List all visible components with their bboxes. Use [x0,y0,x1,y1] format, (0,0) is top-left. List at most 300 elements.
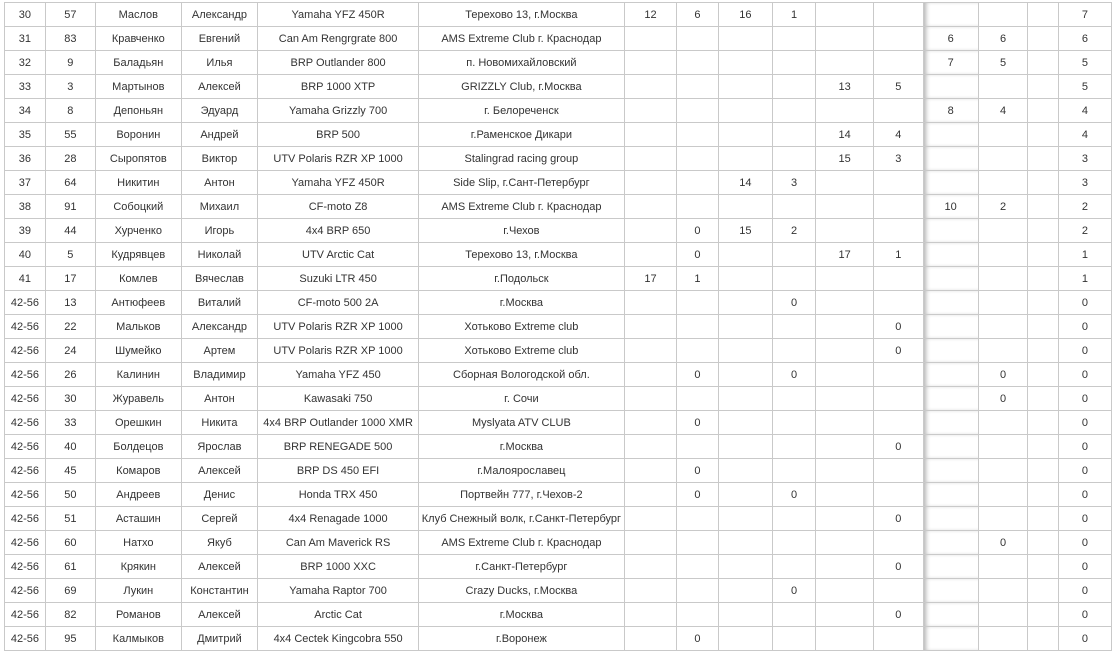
stage4-cell [923,483,978,507]
stage1-cell [624,363,677,387]
firstname-cell: Дмитрий [181,627,257,651]
place-cell: 40 [5,243,46,267]
stage3-points-cell: 0 [874,339,923,363]
stage1-cell [624,99,677,123]
place-cell: 42-56 [5,555,46,579]
vehicle-cell: UTV Arctic Cat [258,243,419,267]
surname-cell: Кравченко [95,27,181,51]
stage5-cell [1028,555,1059,579]
surname-cell: Мартынов [95,75,181,99]
stage2-cell [718,555,772,579]
surname-cell: Лукин [95,579,181,603]
stage1-points-cell [677,171,718,195]
number-cell: 5 [45,243,95,267]
place-cell: 42-56 [5,315,46,339]
stage2-points-cell [773,267,816,291]
club-cell: г. Сочи [419,387,625,411]
place-cell: 42-56 [5,483,46,507]
stage3-points-cell [874,51,923,75]
stage1-cell [624,387,677,411]
stage1-cell [624,291,677,315]
stage3-cell [816,531,874,555]
stage3-points-cell [874,195,923,219]
vehicle-cell: Arctic Cat [258,603,419,627]
stage1-points-cell [677,147,718,171]
surname-cell: Никитин [95,171,181,195]
place-cell: 39 [5,219,46,243]
stage3-points-cell [874,3,923,27]
stage3-points-cell [874,267,923,291]
surname-cell: Комаров [95,459,181,483]
vehicle-cell: Yamaha Grizzly 700 [258,99,419,123]
stage4-points-cell [978,627,1027,651]
table-row [5,99,1112,123]
stage4-cell [923,219,978,243]
firstname-cell: Сергей [181,507,257,531]
table-row [5,507,1112,531]
firstname-cell: Константин [181,579,257,603]
results-table [4,2,1112,651]
stage3-cell [816,507,874,531]
stage2-cell: 16 [718,3,772,27]
stage1-points-cell [677,123,718,147]
firstname-cell: Илья [181,51,257,75]
surname-cell: Калинин [95,363,181,387]
stage4-cell [923,291,978,315]
stage1-cell [624,531,677,555]
stage2-cell: 15 [718,219,772,243]
stage2-cell [718,459,772,483]
stage3-cell [816,195,874,219]
stage5-cell [1028,3,1059,27]
stage1-cell [624,195,677,219]
stage3-points-cell [874,531,923,555]
stage1-cell [624,243,677,267]
stage3-points-cell [874,579,923,603]
stage2-points-cell: 1 [773,3,816,27]
stage2-points-cell [773,27,816,51]
total-points-cell: 0 [1058,363,1111,387]
stage1-points-cell [677,435,718,459]
total-points-cell: 0 [1058,291,1111,315]
stage2-points-cell [773,315,816,339]
stage3-cell [816,459,874,483]
stage5-cell [1028,27,1059,51]
total-points-cell: 6 [1058,27,1111,51]
firstname-cell: Артем [181,339,257,363]
stage2-cell [718,363,772,387]
stage2-points-cell [773,195,816,219]
stage2-cell [718,99,772,123]
stage5-cell [1028,339,1059,363]
club-cell: г. Белореченск [419,99,625,123]
stage2-cell [718,435,772,459]
total-points-cell: 2 [1058,219,1111,243]
stage4-cell: 8 [923,99,978,123]
surname-cell: Баладьян [95,51,181,75]
stage4-points-cell [978,555,1027,579]
stage5-cell [1028,387,1059,411]
stage1-cell [624,339,677,363]
stage5-cell [1028,315,1059,339]
club-cell: г.Москва [419,603,625,627]
firstname-cell: Алексей [181,603,257,627]
number-cell: 22 [45,315,95,339]
stage4-points-cell: 0 [978,387,1027,411]
place-cell: 41 [5,267,46,291]
stage3-cell [816,387,874,411]
vehicle-cell: BRP 1000 XTP [258,75,419,99]
stage2-points-cell [773,75,816,99]
place-cell: 42-56 [5,459,46,483]
stage1-cell [624,219,677,243]
firstname-cell: Михаил [181,195,257,219]
stage1-points-cell [677,555,718,579]
stage5-cell [1028,171,1059,195]
stage2-cell [718,627,772,651]
table-row [5,627,1112,651]
stage2-cell [718,75,772,99]
stage2-cell [718,147,772,171]
stage3-points-cell [874,387,923,411]
club-cell: GRIZZLY Club, г.Москва [419,75,625,99]
number-cell: 8 [45,99,95,123]
stage4-points-cell [978,603,1027,627]
table-row [5,603,1112,627]
club-cell: г.Чехов [419,219,625,243]
surname-cell: Орешкин [95,411,181,435]
stage4-cell [923,627,978,651]
stage2-points-cell [773,531,816,555]
stage5-cell [1028,75,1059,99]
stage2-points-cell [773,147,816,171]
stage3-points-cell [874,219,923,243]
number-cell: 13 [45,291,95,315]
stage4-points-cell [978,315,1027,339]
stage4-points-cell [978,411,1027,435]
stage4-cell [923,123,978,147]
stage1-points-cell: 0 [677,483,718,507]
stage5-cell [1028,483,1059,507]
stage2-points-cell [773,123,816,147]
table-row [5,147,1112,171]
stage3-cell [816,339,874,363]
place-cell: 42-56 [5,603,46,627]
total-points-cell: 0 [1058,411,1111,435]
stage3-points-cell [874,459,923,483]
firstname-cell: Никита [181,411,257,435]
number-cell: 61 [45,555,95,579]
place-cell: 42-56 [5,435,46,459]
stage4-points-cell [978,75,1027,99]
stage4-cell [923,459,978,483]
firstname-cell: Вячеслав [181,267,257,291]
number-cell: 57 [45,3,95,27]
stage5-cell [1028,435,1059,459]
stage4-cell: 7 [923,51,978,75]
number-cell: 69 [45,579,95,603]
stage1-cell [624,27,677,51]
place-cell: 35 [5,123,46,147]
vehicle-cell: 4x4 BRP Outlander 1000 XMR [258,411,419,435]
table-row [5,27,1112,51]
number-cell: 51 [45,507,95,531]
stage3-points-cell [874,411,923,435]
number-cell: 44 [45,219,95,243]
stage1-cell [624,555,677,579]
table-row [5,363,1112,387]
stage1-points-cell [677,531,718,555]
stage1-cell [624,75,677,99]
club-cell: AMS Extreme Club г. Краснодар [419,27,625,51]
table-row [5,387,1112,411]
place-cell: 42-56 [5,507,46,531]
surname-cell: Сыропятов [95,147,181,171]
surname-cell: Антюфеев [95,291,181,315]
stage1-cell [624,171,677,195]
stage3-points-cell [874,99,923,123]
stage5-cell [1028,579,1059,603]
table-row [5,123,1112,147]
table-row [5,51,1112,75]
table-row [5,267,1112,291]
stage5-cell [1028,459,1059,483]
stage1-points-cell [677,51,718,75]
stage1-cell [624,627,677,651]
stage1-cell [624,315,677,339]
stage3-points-cell [874,27,923,51]
stage3-points-cell: 5 [874,75,923,99]
stage4-points-cell [978,123,1027,147]
table-row [5,531,1112,555]
stage2-points-cell: 2 [773,219,816,243]
firstname-cell: Эдуард [181,99,257,123]
stage1-cell [624,507,677,531]
stage2-cell [718,195,772,219]
stage2-cell [718,291,772,315]
number-cell: 64 [45,171,95,195]
table-row [5,75,1112,99]
stage4-points-cell [978,147,1027,171]
stage4-cell [923,363,978,387]
stage4-points-cell: 6 [978,27,1027,51]
stage1-points-cell: 1 [677,267,718,291]
table-row [5,243,1112,267]
club-cell: г.Подольск [419,267,625,291]
total-points-cell: 4 [1058,99,1111,123]
stage2-points-cell [773,507,816,531]
table-row [5,291,1112,315]
vehicle-cell: BRP RENEGADE 500 [258,435,419,459]
vehicle-cell: Yamaha Raptor 700 [258,579,419,603]
stage2-points-cell: 0 [773,291,816,315]
total-points-cell: 2 [1058,195,1111,219]
stage3-points-cell: 0 [874,435,923,459]
stage3-cell [816,555,874,579]
stage4-points-cell: 4 [978,99,1027,123]
stage4-points-cell: 2 [978,195,1027,219]
firstname-cell: Ярослав [181,435,257,459]
stage4-cell [923,75,978,99]
stage3-cell [816,363,874,387]
vehicle-cell: UTV Polaris RZR XP 1000 [258,315,419,339]
stage1-cell [624,147,677,171]
stage5-cell [1028,411,1059,435]
stage2-cell [718,387,772,411]
surname-cell: Журавель [95,387,181,411]
stage2-points-cell [773,555,816,579]
surname-cell: Собоцкий [95,195,181,219]
stage1-points-cell [677,339,718,363]
firstname-cell: Антон [181,387,257,411]
stage3-points-cell: 0 [874,555,923,579]
stage3-cell [816,291,874,315]
stage4-points-cell [978,219,1027,243]
table-row [5,555,1112,579]
table-row [5,3,1112,27]
stage4-points-cell [978,507,1027,531]
place-cell: 42-56 [5,411,46,435]
vehicle-cell: UTV Polaris RZR XP 1000 [258,147,419,171]
surname-cell: Андреев [95,483,181,507]
firstname-cell: Виталий [181,291,257,315]
stage4-cell [923,147,978,171]
club-cell: г.Раменское Дикари [419,123,625,147]
stage5-cell [1028,507,1059,531]
surname-cell: Романов [95,603,181,627]
total-points-cell: 0 [1058,555,1111,579]
place-cell: 34 [5,99,46,123]
stage1-points-cell [677,75,718,99]
stage2-points-cell: 0 [773,363,816,387]
stage3-cell: 13 [816,75,874,99]
number-cell: 17 [45,267,95,291]
stage3-points-cell [874,483,923,507]
club-cell: Crazy Ducks, г.Москва [419,579,625,603]
table-row [5,411,1112,435]
vehicle-cell: Kawasaki 750 [258,387,419,411]
vehicle-cell: BRP DS 450 EFI [258,459,419,483]
firstname-cell: Денис [181,483,257,507]
vehicle-cell: BRP 500 [258,123,419,147]
surname-cell: Крякин [95,555,181,579]
club-cell: Myslyata ATV CLUB [419,411,625,435]
stage3-points-cell: 4 [874,123,923,147]
surname-cell: Шумейко [95,339,181,363]
number-cell: 3 [45,75,95,99]
table-row [5,339,1112,363]
stage2-cell [718,483,772,507]
firstname-cell: Николай [181,243,257,267]
total-points-cell: 0 [1058,627,1111,651]
stage2-points-cell [773,243,816,267]
total-points-cell: 0 [1058,579,1111,603]
stage1-points-cell: 0 [677,459,718,483]
total-points-cell: 0 [1058,339,1111,363]
stage1-points-cell [677,387,718,411]
stage3-points-cell [874,363,923,387]
number-cell: 28 [45,147,95,171]
stage4-cell [923,603,978,627]
stage1-points-cell [677,99,718,123]
table-body [5,3,1112,651]
stage2-cell [718,579,772,603]
surname-cell: Маслов [95,3,181,27]
stage3-cell [816,627,874,651]
stage2-cell [718,315,772,339]
number-cell: 40 [45,435,95,459]
table-row [5,315,1112,339]
stage1-points-cell: 0 [677,411,718,435]
stage3-cell [816,171,874,195]
stage4-points-cell: 0 [978,531,1027,555]
stage3-cell [816,483,874,507]
number-cell: 24 [45,339,95,363]
stage1-points-cell: 0 [677,363,718,387]
stage2-cell [718,531,772,555]
stage2-points-cell [773,339,816,363]
stage3-cell: 15 [816,147,874,171]
stage3-cell [816,579,874,603]
table-row [5,579,1112,603]
surname-cell: Калмыков [95,627,181,651]
vehicle-cell: CF-moto 500 2A [258,291,419,315]
number-cell: 83 [45,27,95,51]
stage2-points-cell [773,459,816,483]
stage2-points-cell: 3 [773,171,816,195]
place-cell: 38 [5,195,46,219]
stage1-cell [624,579,677,603]
place-cell: 42-56 [5,339,46,363]
stage4-cell [923,435,978,459]
place-cell: 32 [5,51,46,75]
stage4-cell: 6 [923,27,978,51]
club-cell: Клуб Снежный волк, г.Санкт-Петербург [419,507,625,531]
stage4-cell [923,555,978,579]
stage1-points-cell: 0 [677,219,718,243]
club-cell: Терехово 13, г.Москва [419,243,625,267]
place-cell: 42-56 [5,579,46,603]
stage4-points-cell [978,243,1027,267]
table-row [5,171,1112,195]
firstname-cell: Александр [181,3,257,27]
club-cell: г.Москва [419,291,625,315]
stage2-cell [718,507,772,531]
stage2-points-cell [773,435,816,459]
surname-cell: Кудрявцев [95,243,181,267]
stage4-points-cell [978,339,1027,363]
stage3-cell [816,315,874,339]
number-cell: 82 [45,603,95,627]
number-cell: 30 [45,387,95,411]
number-cell: 50 [45,483,95,507]
stage3-cell [816,219,874,243]
stage4-cell [923,339,978,363]
surname-cell: Болдецов [95,435,181,459]
stage2-points-cell [773,99,816,123]
place-cell: 42-56 [5,291,46,315]
stage5-cell [1028,267,1059,291]
surname-cell: Воронин [95,123,181,147]
stage1-cell [624,459,677,483]
club-cell: AMS Extreme Club г. Краснодар [419,195,625,219]
table-row [5,459,1112,483]
total-points-cell: 3 [1058,171,1111,195]
club-cell: г.Москва [419,435,625,459]
total-points-cell: 3 [1058,147,1111,171]
stage2-cell [718,27,772,51]
place-cell: 33 [5,75,46,99]
